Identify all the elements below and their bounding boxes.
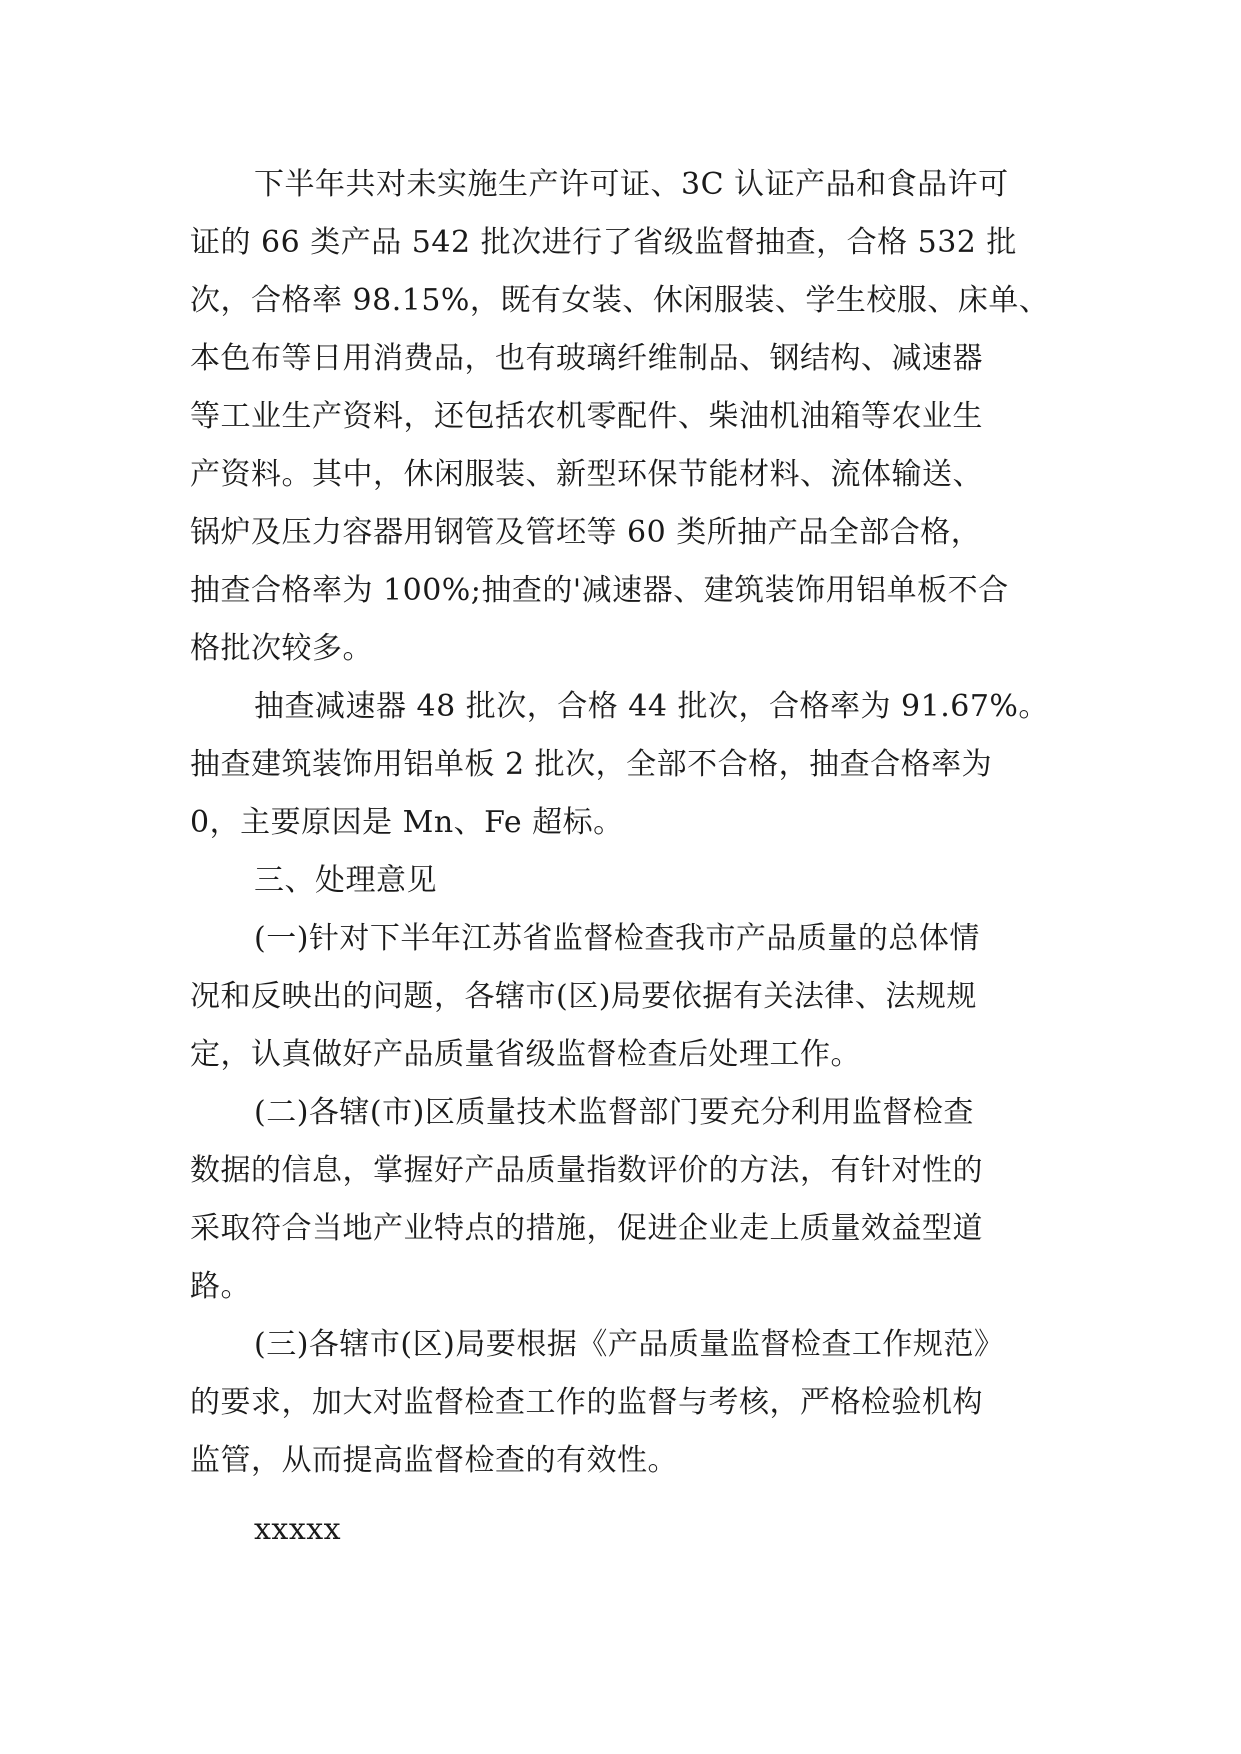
paragraph-1-line-2: 证的 66 类产品 542 批次进行了省级监督抽查，合格 532 批 bbox=[190, 225, 1017, 260]
paragraph-1-line-3: 次，合格率 98.15%，既有女装、休闲服装、学生校服、床单、 bbox=[190, 283, 1050, 318]
paragraph-2-line-2: 抽查建筑装饰用铝单板 2 批次，全部不合格，抽查合格率为 bbox=[190, 747, 993, 782]
paragraph-3-line-3: 定，认真做好产品质量省级监督检查后处理工作。 bbox=[190, 1037, 861, 1072]
paragraph-5-line-2: 的要求，加大对监督检查工作的监督与考核，严格检验机构 bbox=[190, 1385, 983, 1420]
paragraph-4-line-4: 路。 bbox=[190, 1269, 251, 1304]
paragraph-1-line-6: 产资料。其中，休闲服装、新型环保节能材料、流体输送、 bbox=[190, 457, 983, 492]
paragraph-4-line-2: 数据的信息，掌握好产品质量指数评价的方法，有针对性的 bbox=[190, 1153, 983, 1188]
paragraph-5-line-3: 监管，从而提高监督检查的有效性。 bbox=[190, 1443, 678, 1478]
paragraph-5-line-1: (三)各辖市(区)局要根据《产品质量监督检查工作规范》 bbox=[254, 1327, 1005, 1362]
paragraph-3-line-2: 况和反映出的问题，各辖市(区)局要依据有关法律、法规规 bbox=[190, 979, 977, 1014]
section-heading: 三、处理意见 bbox=[254, 863, 437, 898]
paragraph-1-line-8: 抽查合格率为 100%;抽查的'减速器、建筑装饰用铝单板不合 bbox=[190, 573, 1009, 608]
paragraph-1-line-9: 格批次较多。 bbox=[190, 631, 373, 666]
paragraph-2-line-3: 0，主要原因是 Mn、Fe 超标。 bbox=[190, 805, 624, 840]
paragraph-1-line-7: 锅炉及压力容器用钢管及管坯等 60 类所抽产品全部合格， bbox=[190, 515, 982, 550]
paragraph-2-line-1: 抽查减速器 48 批次，合格 44 批次，合格率为 91.67%。 bbox=[254, 689, 1049, 724]
paragraph-4-line-3: 采取符合当地产业特点的措施，促进企业走上质量效益型道 bbox=[190, 1211, 983, 1246]
signature: xxxxx bbox=[254, 1512, 342, 1547]
paragraph-1-line-1: 下半年共对未实施生产许可证、3C 认证产品和食品许可 bbox=[254, 167, 1009, 202]
paragraph-3-line-1: (一)针对下半年江苏省监督检查我市产品质量的总体情 bbox=[254, 921, 980, 956]
paragraph-1-line-5: 等工业生产资料，还包括农机零配件、柴油机油箱等农业生 bbox=[190, 399, 983, 434]
paragraph-1-line-4: 本色布等日用消费品，也有玻璃纤维制品、钢结构、减速器 bbox=[190, 341, 983, 376]
paragraph-4-line-1: (二)各辖(市)区质量技术监督部门要充分利用监督检查 bbox=[254, 1095, 974, 1130]
